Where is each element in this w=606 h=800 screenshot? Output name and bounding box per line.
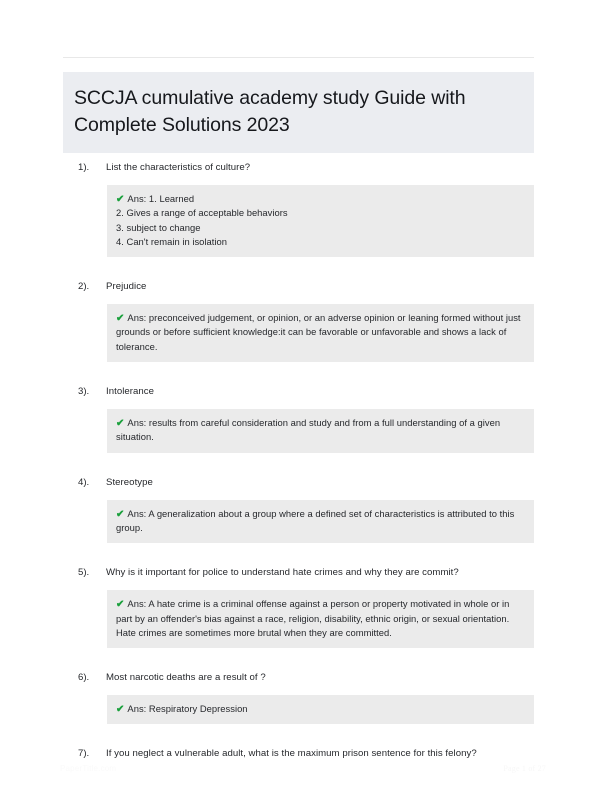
qa-item — [0, 670, 606, 724]
question-text: List the characteristics of culture? — [106, 162, 251, 173]
page-title: SCCJA cumulative academy study Guide with Complete Solutions 2023 — [63, 72, 534, 153]
qa-item — [0, 160, 606, 257]
answer-line — [116, 192, 524, 206]
question-row — [78, 279, 534, 295]
qa-item — [0, 746, 606, 762]
answer-box — [107, 500, 534, 544]
question-row — [78, 384, 534, 400]
question-row — [78, 565, 534, 581]
page-number: Page 1 of 27 — [503, 764, 546, 773]
question-text: Intolerance — [106, 386, 155, 398]
answer-text: Ans: 1. Learned — [127, 193, 195, 204]
answer-text: 2. Gives a range of acceptable behaviors — [116, 207, 288, 219]
check-icon: ✔ — [116, 508, 125, 520]
answer-text: Ans: A hate crime is a criminal offense against a person or property motivated in whole or in part by an offender's bias against a race, religion, disability, ethnic origin, or sexual orientation. Hate crimes are sometimes more brutal when they are committed. — [116, 598, 510, 638]
answer-text: Ans: results from careful consideration and study and from a full understanding of a given situation. — [116, 417, 501, 443]
qa-item — [0, 475, 606, 544]
answer-line — [116, 507, 524, 536]
answer-line — [116, 206, 524, 220]
answer-line — [116, 221, 524, 235]
answer-line — [116, 416, 524, 445]
answer-line — [116, 597, 524, 640]
question-number: 6). — [78, 672, 90, 684]
qa-item — [0, 384, 606, 453]
header-divider — [63, 57, 534, 58]
question-text: Stereotype — [106, 476, 153, 488]
answer-text: Ans: preconceived judgement, or opinion, or an adverse opinion or leaning formed without just grounds or before sufficient knowledge:it can be favorable or unfavorable and shows a lack of tolerance. — [116, 312, 521, 352]
answer-text: 3. subject to change — [116, 221, 201, 233]
question-text: If you neglect a vulnerable adult, what is the maximum prison sentence for this felony? — [106, 748, 477, 760]
site-watermark: PaperTitle.com — [60, 764, 117, 773]
answer-box — [107, 185, 534, 257]
check-icon: ✔ — [116, 418, 125, 430]
question-number: 5). — [78, 567, 90, 579]
question-number: 7). — [78, 748, 90, 760]
answer-box — [107, 590, 534, 648]
check-icon: ✔ — [116, 599, 125, 611]
qa-item — [0, 565, 606, 648]
question-text: Most narcotic deaths are a result of ? — [106, 672, 266, 684]
item-spacer — [0, 724, 606, 746]
answer-line — [116, 702, 524, 716]
item-spacer — [0, 648, 606, 670]
answer-text: Ans: A generalization about a group where a defined set of characteristics is attributed to this group. — [116, 507, 515, 533]
answer-line — [116, 235, 524, 249]
question-number: 1). — [78, 162, 90, 173]
item-spacer — [0, 543, 606, 565]
item-spacer — [0, 453, 606, 475]
question-row — [78, 475, 534, 491]
check-icon: ✔ — [116, 313, 125, 325]
item-spacer — [0, 362, 606, 384]
question-text: Why is it important for police to understand hate crimes and why they are commit? — [106, 567, 459, 579]
answer-line — [116, 311, 524, 354]
answer-text: Ans: Respiratory Depression — [127, 703, 248, 715]
question-number: 4). — [78, 476, 90, 488]
page-footer — [0, 764, 606, 778]
answer-box — [107, 695, 534, 724]
answer-box — [107, 409, 534, 453]
check-icon: ✔ — [116, 194, 125, 205]
question-row — [78, 670, 534, 686]
qa-item — [0, 279, 606, 362]
check-icon: ✔ — [116, 704, 125, 716]
question-number: 2). — [78, 281, 90, 293]
question-text: Prejudice — [106, 281, 147, 293]
answer-box — [107, 304, 534, 362]
question-row — [78, 746, 534, 762]
question-number: 3). — [78, 386, 90, 398]
answer-text: 4. Can't remain in isolation — [116, 235, 228, 247]
qa-list — [0, 160, 606, 784]
question-row — [78, 160, 534, 176]
item-spacer — [0, 257, 606, 279]
